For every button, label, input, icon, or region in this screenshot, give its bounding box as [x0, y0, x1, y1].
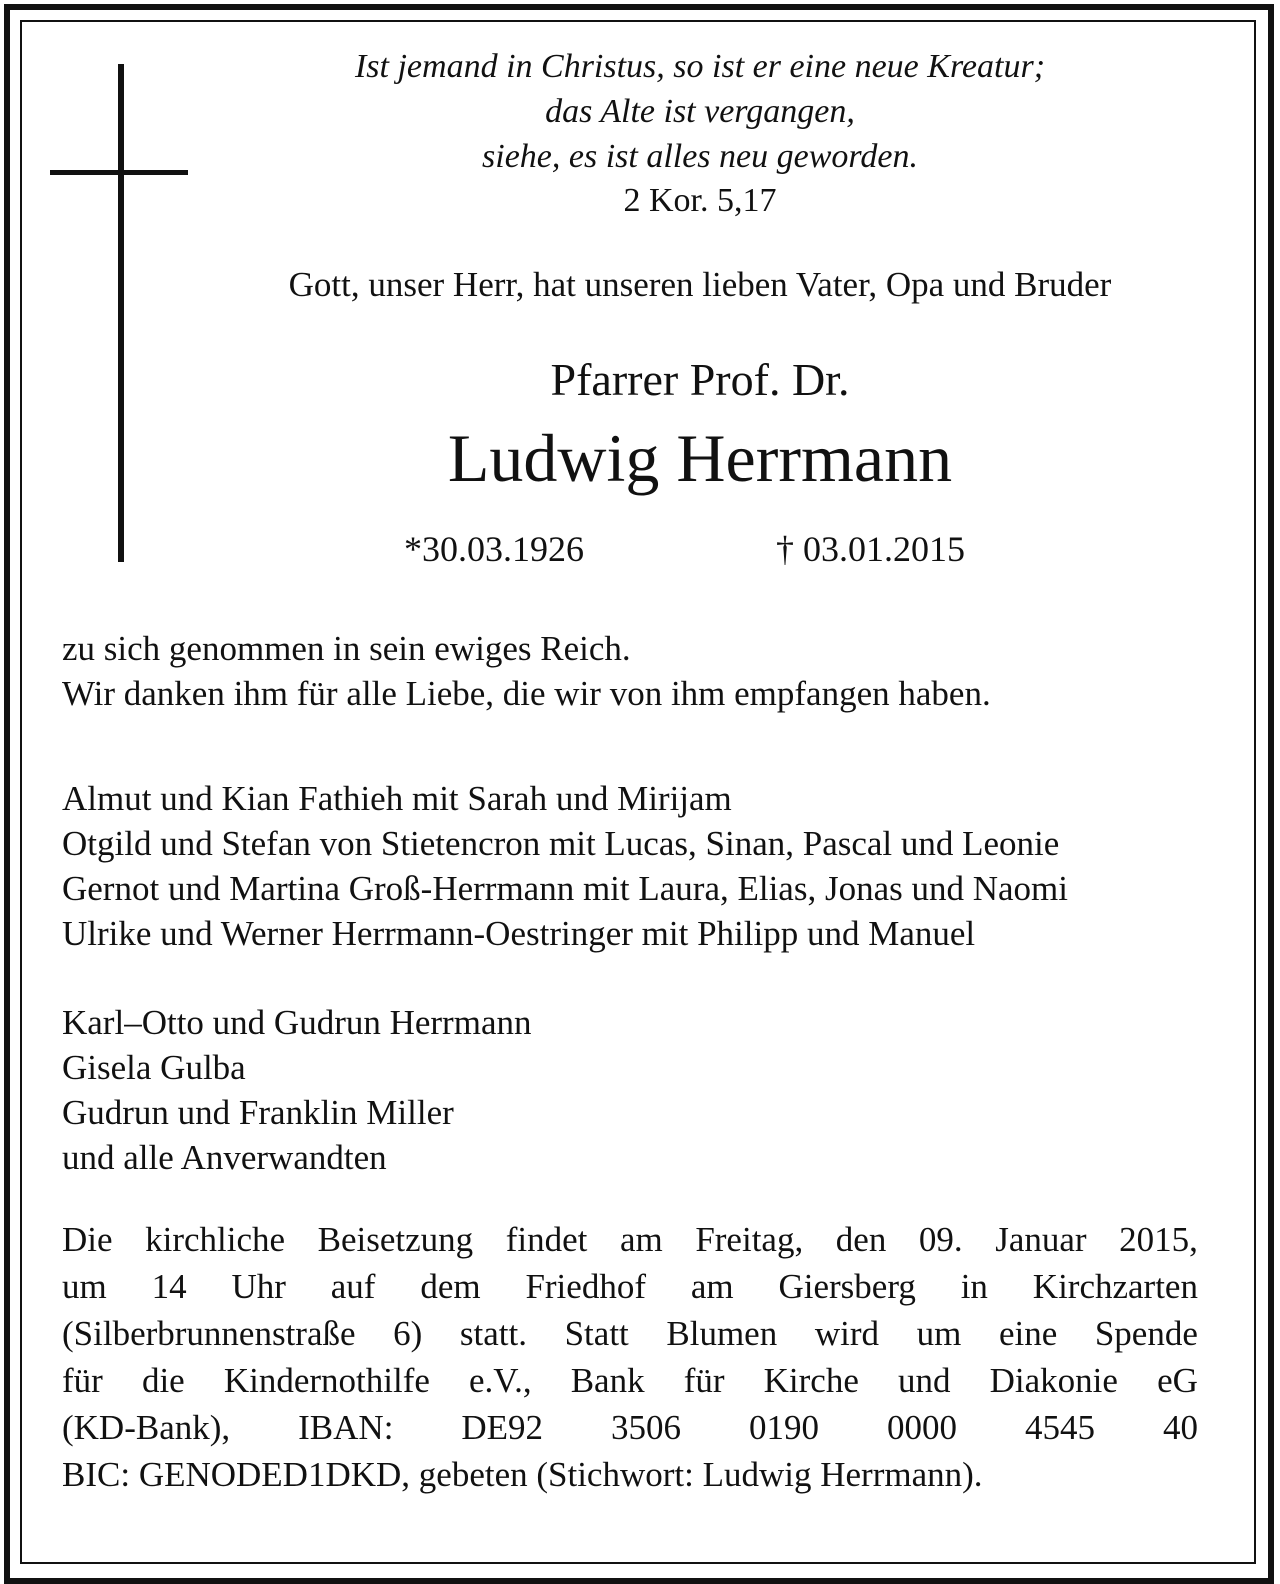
relatives-list [62, 1000, 531, 1180]
text-line: Wir danken ihm für alle Liebe, die wir von ihm empfangen haben. [62, 674, 991, 713]
cross-horizontal-bar [50, 170, 188, 175]
text-line: zu sich genommen in sein ewiges Reich. [62, 629, 631, 668]
taken-text [62, 626, 991, 716]
bible-verse [200, 44, 1200, 179]
funeral-line: BIC: GENODED1DKD, gebeten (Stichwort: Ludwig Herrmann). [62, 1455, 983, 1494]
deceased-name: Ludwig Herrmann [447, 420, 953, 496]
verse-line: das Alte ist vergangen, [545, 93, 855, 130]
death-date: † 03.01.2015 [776, 529, 965, 569]
funeral-line: Die kirchliche Beisetzung findet am Freitag, den 09. Januar 2015, [62, 1220, 1198, 1259]
deceased-title: Pfarrer Prof. Dr. [550, 354, 850, 405]
relative: Gisela Gulba [62, 1048, 246, 1087]
funeral-line: für die Kindernothilfe e.V., Bank für Kirche und Diakonie eG [62, 1361, 1198, 1400]
birth-date: *30.03.1926 [404, 529, 584, 569]
funeral-line: (Silberbrunnenstraße 6) statt. Statt Blumen wird um eine Spende [62, 1314, 1198, 1353]
funeral-notice [62, 1216, 1198, 1498]
funeral-line: (KD-Bank), IBAN: DE92 3506 0190 0000 4545 40 [62, 1408, 1198, 1447]
family-member: Gernot und Martina Groß-Herrmann mit Laura, Elias, Jonas und Naomi [62, 869, 1068, 908]
verse-reference: 2 Kor. 5,17 [623, 182, 777, 219]
family-member: Almut und Kian Fathieh mit Sarah und Mirijam [62, 779, 732, 818]
cross-vertical-bar [118, 64, 124, 562]
funeral-line: um 14 Uhr auf dem Friedhof am Giersberg in Kirchzarten [62, 1267, 1198, 1306]
family-member: Ulrike und Werner Herrmann-Oestringer mit Philipp und Manuel [62, 914, 976, 953]
verse-line: Ist jemand in Christus, so ist er eine neue Kreatur; [354, 48, 1046, 85]
relative: Gudrun und Franklin Miller [62, 1093, 454, 1132]
relative: Karl–Otto und Gudrun Herrmann [62, 1003, 532, 1042]
family-member: Otgild und Stefan von Stietencron mit Lucas, Sinan, Pascal und Leonie [62, 824, 1060, 863]
verse-line: siehe, es ist alles neu geworden. [482, 138, 918, 175]
family-list [62, 776, 1068, 956]
relative: und alle Anverwandten [62, 1138, 387, 1177]
intro-text: Gott, unser Herr, hat unseren lieben Vater, Opa und Bruder [288, 265, 1112, 304]
